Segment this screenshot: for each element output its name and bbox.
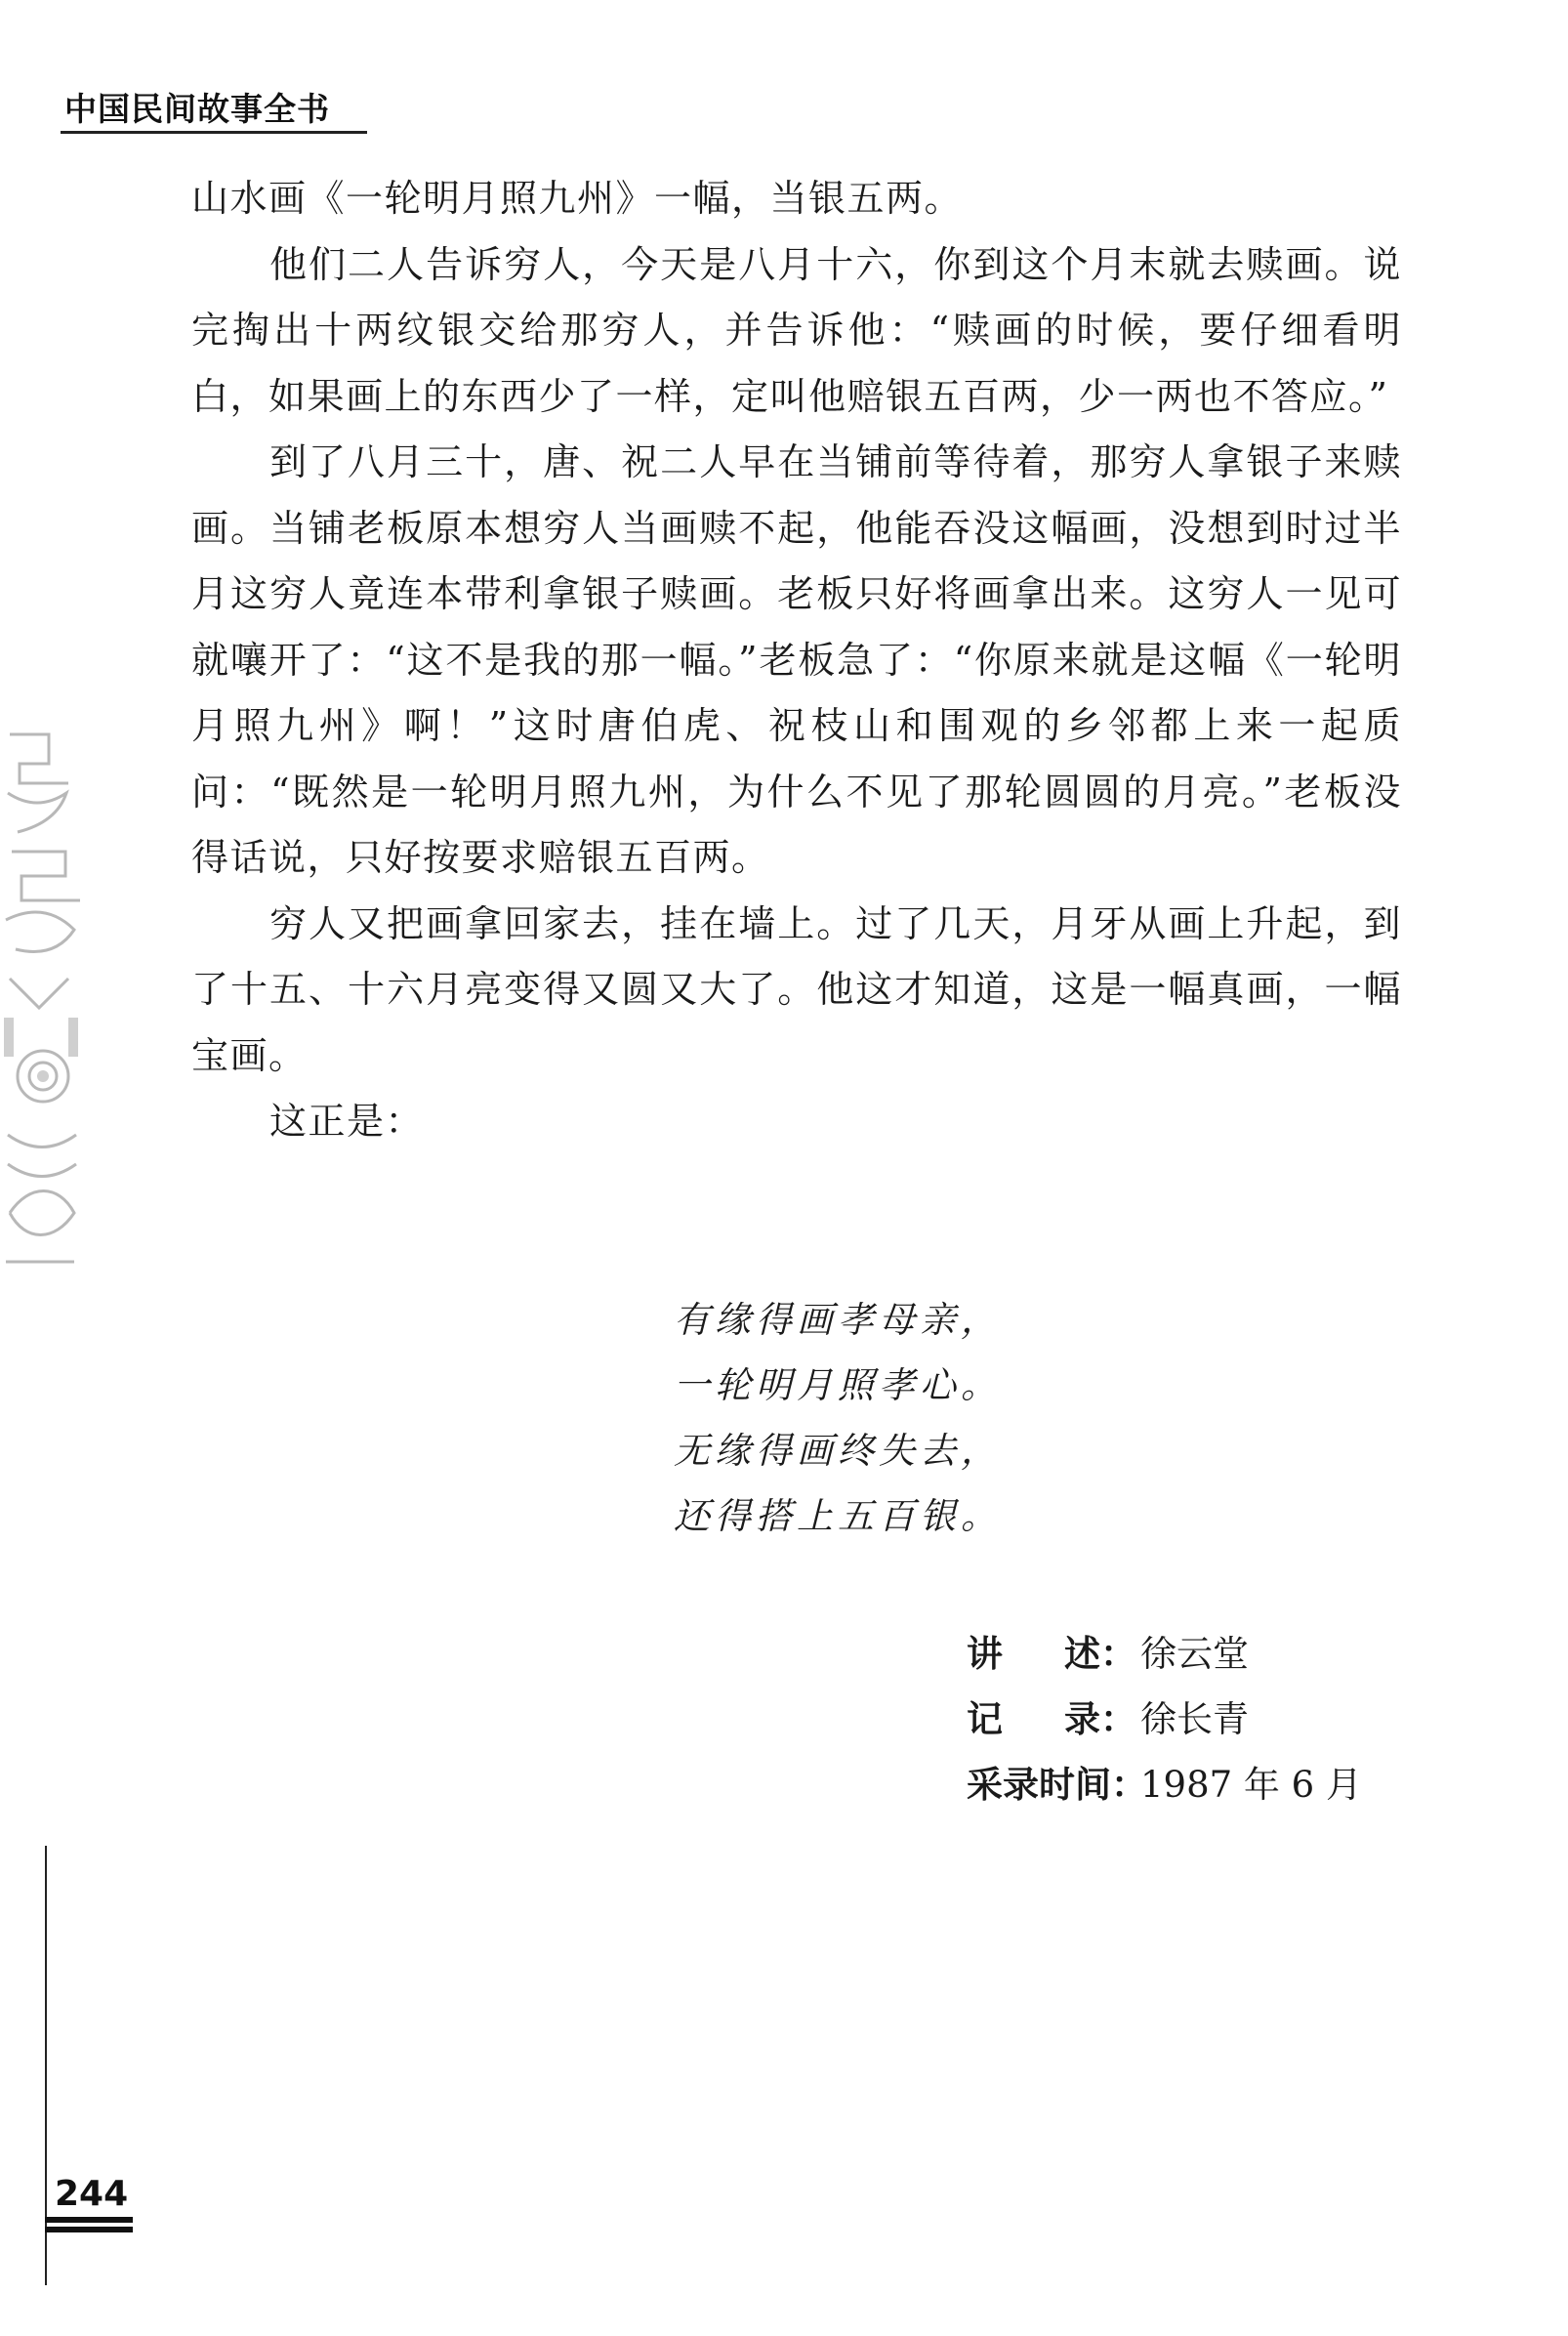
bar — [45, 2227, 133, 2232]
credits-block — [967, 1621, 1362, 1817]
credit-label-part: 述 — [1064, 1633, 1100, 1675]
credit-colon: ： — [1100, 1633, 1136, 1675]
credit-value: 徐云堂 — [1140, 1633, 1249, 1675]
credit-value: 徐长青 — [1140, 1698, 1249, 1740]
credit-date — [967, 1752, 1362, 1817]
paragraph-continuation: 山水画《一轮明月照九州》一幅，当银五两。 — [191, 177, 964, 220]
credit-label — [967, 1687, 1136, 1752]
page-number: 244 — [55, 2174, 129, 2214]
credit-label-part: 讲 — [967, 1633, 1003, 1675]
credit-label — [967, 1621, 1136, 1687]
paragraph: 到了八月三十，唐、祝二人早在当铺前等待着，那穷人拿银子来赎画。当铺老板原本想穷人当画赎不起，他能吞没这幅画，没想到时过半月这穷人竟连本带利拿银子赎画。老板只好将画拿出来。这穷人一见可就嚷开了：“这不是我的那一幅。”老板急了：“你原来就是这幅《一轮明月照九州》啊！”这时唐伯虎、祝枝山和围观的乡邻都上来一起质问：“既然是一轮明月照九州，为什么不见了那轮圆圆的月亮。”老板没得话说，只好按要求赔银五百两。 — [191, 440, 1402, 879]
header-rule — [61, 131, 367, 134]
paragraph: 他们二人告诉穷人，今天是八月十六，你到这个月末就去赎画。说完掏出十两纹银交给那穷人，并告诉他：“赎画的时候，要仔细看明白，如果画上的东西少了一样，定叫他赔银五百两，少一两也不答应。” — [191, 242, 1402, 418]
credit-colon: ： — [1111, 1764, 1147, 1806]
credit-label-part: 采录时间 — [967, 1764, 1111, 1806]
credit-label-part: 录 — [1064, 1698, 1100, 1740]
paragraph: 穷人又把画拿回家去，挂在墙上。过了几天，月牙从画上升起，到了十五、十六月亮变得又圆又大了。他这才知道，这是一幅真画，一幅宝画。 — [191, 901, 1402, 1077]
bar — [45, 2217, 133, 2223]
page-number-bars — [45, 2217, 133, 2236]
credit-colon: ： — [1100, 1698, 1136, 1740]
closing-poem — [674, 1287, 1002, 1549]
credit-label — [967, 1752, 1147, 1817]
credit-label-part: 记 — [967, 1698, 1003, 1740]
paragraph-poem-intro: 这正是： — [269, 1100, 425, 1143]
decorative-pattern-icon — [0, 725, 86, 1291]
poem-line: 还得搭上五百银。 — [674, 1495, 1002, 1537]
credit-value: 1987 年 6 月 — [1140, 1764, 1362, 1806]
poem-line: 有缘得画孝母亲， — [674, 1299, 1002, 1341]
poem-line: 一轮明月照孝心。 — [674, 1364, 1002, 1406]
story-body — [191, 166, 1402, 1155]
credit-narrator — [967, 1621, 1362, 1687]
credit-recorder — [967, 1687, 1362, 1752]
poem-line: 无缘得画终失去， — [674, 1430, 1002, 1472]
book-title: 中国民间故事全书 — [64, 90, 330, 128]
